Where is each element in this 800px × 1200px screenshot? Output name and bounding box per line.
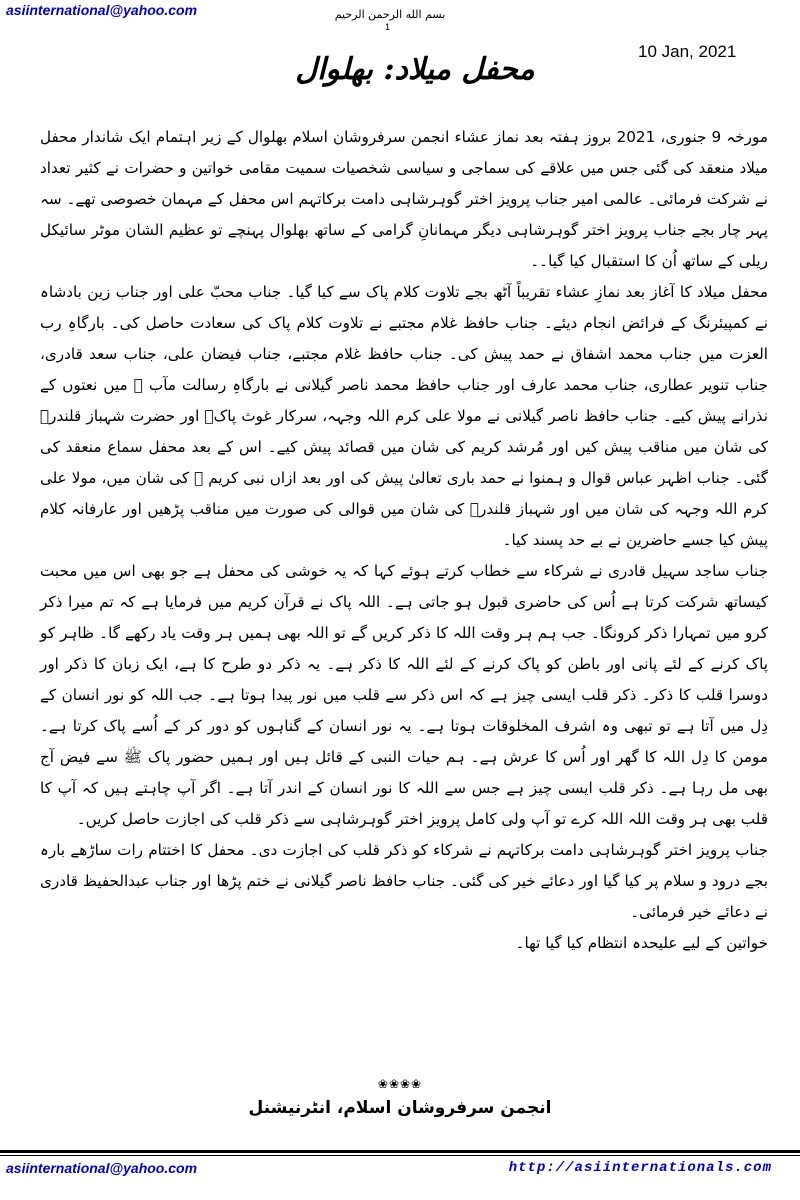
article-paragraph: جناب ساجد سہیل قادری نے شرکاء سے خطاب کرتے ہوئے کہا کہ یہ خوشی کی محفل ہے جو بھی اس میں محبت کیساتھ شرکت کرتا ہے اُس کی حاضری قبول ہو جاتی ہے۔ اللہ پاک نے قرآن کریم میں فرمایا ہے کہ تم میرا ذکر کرو میں تمہارا ذکر کرونگا۔ جب ہم ہر وقت اللہ کا ذکر کریں گے تو اللہ بھی ہمیں ہر وقت یاد رکھے گا۔ ظاہر کو پاک کرنے کے لئے پانی اور باطن کو پاک کرنے کے لئے اللہ کا ذکر ہے۔ یہ ذکر دو طرح کا ہے، ایک زبان کا ذکر اور دوسرا قلب کا ذکر۔ ذکر قلب ایسی چیز ہے کہ اس ذکر سے قلب میں نور پیدا ہوتا ہے۔ جب اللہ کو نور انسان کے دِل میں آتا ہے تو تبھی وہ اشرف المخلوقات ہوتا ہے۔ یہ نور انسان کے گناہوں کو دور کر کے اُسے پاک کرتا ہے۔ مومن کا دِل اللہ کا گھر اور اُس کا عرش ہے۔ ہم حیات النبی کے قائل ہیں اور ہمیں حضور پاک ﷺ سے فیض آج بھی مل رہا ہے۔ ذکر قلب ایسی چیز ہے جس سے اللہ کا نور انسان کے اندر آتا ہے۔ اگر آپ چاہتے ہیں کہ آپ کا قلب بھی ہر وقت اللہ اللہ کرے تو آپ ولی کامل پرویز اختر گوہرشاہی سے ذکر قلب کی اجازت حاصل کریں۔ <box>40 562 768 828</box>
organization-name: انجمن سرفروشان اسلام، انٹرنیشنل <box>248 1098 552 1118</box>
article-paragraph: محفل میلاد کا آغاز بعد نمازِ عشاء تقریباً آٹھ بجے تلاوت کلام پاک سے کیا گیا۔ جناب محبّ علی اور جناب زین بادشاہ نے کمپیئرنگ کے فرائض انجام دیئے۔ جناب حافظ غلام مجتبے نے تلاوت کلام پاک کی سعادت حاصل کی۔ بارگاہِ رب العزت میں جناب محمد اشفاق نے حمد پیش کی۔ جناب حافظ غلام مجتبے، جناب فیضان علی، جناب سعد قادری، جناب تنویر عطاری، جناب محمد عارف اور جناب حافظ محمد ناصر گیلانی نے بارگاہِ رسالت مآب ﷺ میں نعتوں کے نذرانے پیش کیے۔ جناب حافظ ناصر گیلانی نے مولا علی کرم اللہ وجہہ، سرکار غوث پاکؓ اور حضرت شہباز قلندرؒ کی شان میں مناقب پیش کیں اور مُرشد کریم کی شان میں قصائد پیش کیے۔ اس کے بعد محفل سماع منعقد کی گئی۔ جناب اظہر عباس قوال و ہمنوا نے حمد باری تعالیٰ پیش کی اور بعد ازاں نبی کریم ﷺ کی شان میں، مولا علی کرم اللہ وجہہ کی شان میں اور شہباز قلندرؒ کی شان میں قوالی کی صورت میں مناقب پڑھیں اور عارفانہ کلام پیش کیا جسے حاضرین نے بے حد پسند کیا۔ <box>40 283 768 549</box>
footer-divider <box>0 1150 800 1153</box>
page-number: 1 <box>385 22 391 32</box>
article-date: 10 Jan, 2021 <box>638 42 737 61</box>
header-email-link[interactable]: asiinternational@yahoo.com <box>6 2 198 18</box>
article-paragraph: جناب پرویز اختر گوہرشاہی دامت برکاتہم نے شرکاء کو ذکر قلب کی اجازت دی۔ محفل کا اختتام رات ساڑھے بارہ بجے درود و سلام پر کیا گیا اور دعائے خیر کی گئی۔ جناب حافظ ناصر گیلانی نے ختم پڑھا اور جناب عبدالحفیظ قادری نے دعائے خیر فرمائی۔ <box>40 841 768 921</box>
footer-website-link[interactable]: http://asiinternationals.com <box>508 1160 772 1176</box>
flower-ornament-icon: ❀❀❀❀ <box>377 1077 423 1091</box>
article-body <box>40 122 768 959</box>
footer-divider-thin <box>0 1155 800 1156</box>
footer-email-link[interactable]: asiinternational@yahoo.com <box>6 1160 198 1176</box>
bismillah-text: بسم الله الرحمن الرحیم <box>334 8 446 21</box>
article-paragraph: خواتین کے لیے علیحدہ انتظام کیا گیا تھا۔ <box>515 934 768 952</box>
article-title: محفل میلاد: بھلوال <box>295 52 535 87</box>
article-paragraph: مورخہ 9 جنوری، 2021 بروز ہفتہ بعد نماز عشاء انجمن سرفروشان اسلام بھلوال کے زیر اہتمام ایک شاندار محفل میلاد منعقد کی گئی جس میں علاقے کی سماجی و سیاسی شخصیات سمیت مقامی خواتین و حضرات نے کثیر تعداد نے شرکت فرمائی۔ عالمی امیر جناب پرویز اختر گوہرشاہی دامت برکاتہم اس محفل کے مہمان خصوصی تھے۔ سہ پہر چار بجے جناب پرویز اختر گوہرشاہی دیگر مہمانانِ گرامی کے ساتھ بھلوال پہنچے تو عظیم الشان موٹر سائیکل ریلی کے ساتھ اُن کا استقبال کیا گیا۔۔ <box>40 128 768 270</box>
